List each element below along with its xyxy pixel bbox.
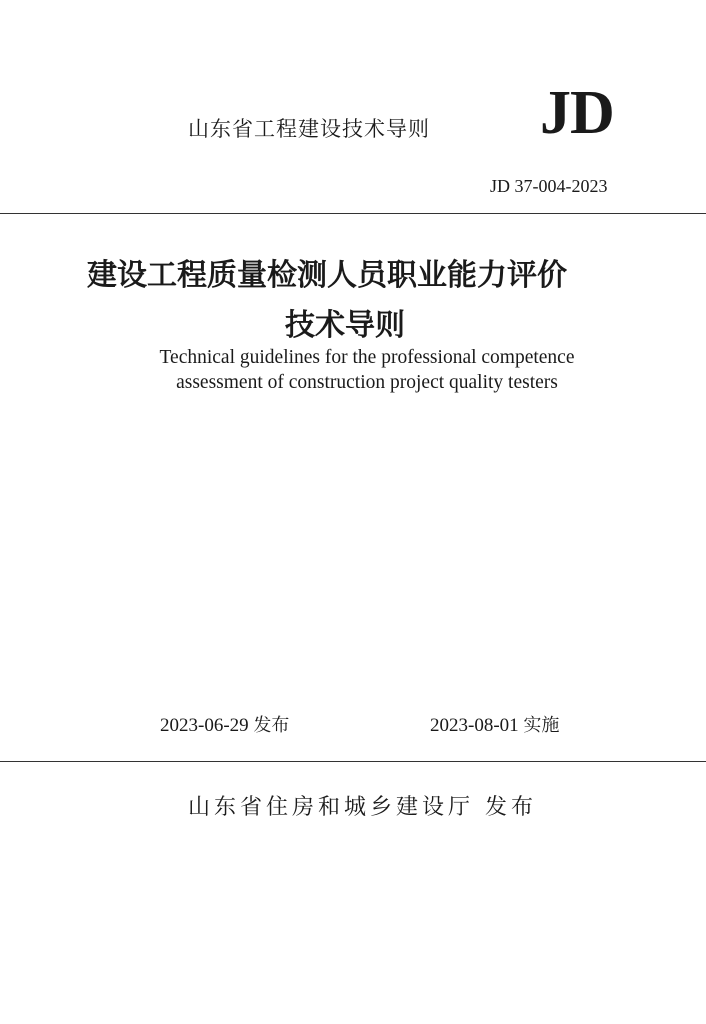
title-chinese-line2: 技术导则 — [285, 308, 405, 343]
title-chinese — [0, 251, 706, 351]
implementation-date — [430, 711, 559, 737]
top-divider — [0, 213, 706, 214]
implementation-date-value: 2023-08-01 — [430, 715, 519, 736]
title-chinese-line1: 建设工程质量检测人员职业能力评价 — [87, 258, 567, 293]
title-english-line1: Technical guidelines for the professional competence — [159, 347, 575, 368]
header-organization: 山东省工程建设技术导则 — [188, 117, 430, 141]
standard-code: JD 37-004-2023 — [490, 176, 608, 196]
implementation-date-label: 实施 — [523, 715, 560, 736]
publisher: 山东省住房和城乡建设厅 发布 — [188, 795, 537, 820]
issue-date — [160, 711, 289, 737]
issue-date-label: 发布 — [253, 715, 290, 736]
bottom-divider — [0, 761, 706, 762]
series-mark: JD — [540, 79, 614, 147]
title-english-line2: assessment of construction project quality testers — [176, 372, 558, 393]
issue-date-value: 2023-06-29 — [160, 715, 249, 736]
title-english — [0, 345, 706, 395]
